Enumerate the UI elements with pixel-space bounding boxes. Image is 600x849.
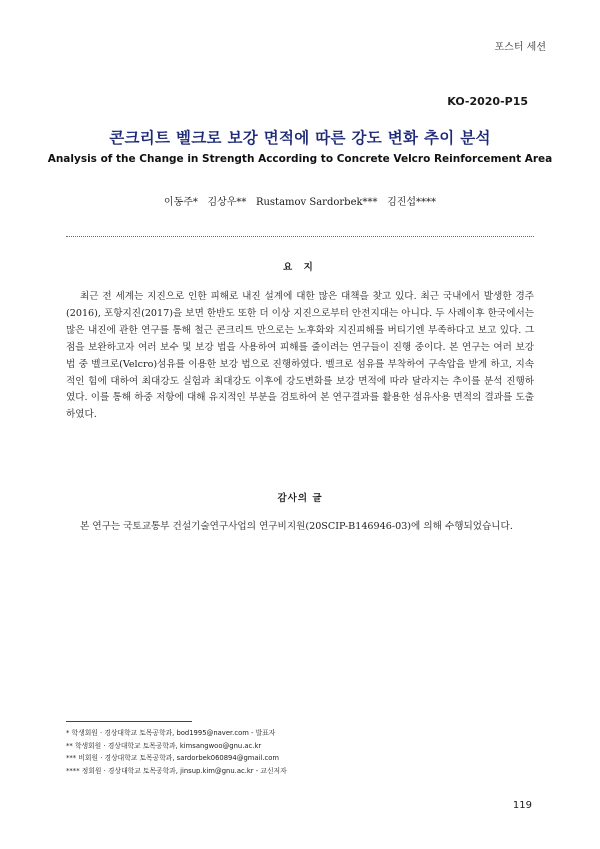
- paper-code: KO-2020-P15: [447, 95, 528, 108]
- page-number: 119: [512, 800, 532, 811]
- footnote: **** 정회원 · 경상대학교 토목공학과, jinsup.kim@gnu.ac.kr - 교신저자: [66, 766, 287, 775]
- footnote: ** 학생회원 · 경상대학교 토목공학과, kimsangwoo@gnu.ac.kr: [66, 741, 262, 750]
- abstract-body: 최근 전 세계는 지진으로 인한 피해로 내진 설계에 대한 많은 대책을 찾고 있다. 최근 국내에서 발생한 경주(2016), 포항지진(2017)을 보면 한반도 또한 더 이상 지진으로부터 안전지대는 아니다. 두 사례이후 한국에서는 많은 내진에 관한 연구를 통해 철근 콘크리트 만으로는 노후화와 지진피해를 버티기엔 부족하다고 보고 있다. 그 점을 보완하고자 여러 보수 및 보강 법을 사용하여 피해를 줄이려는 연구들이 진행 중이다. 본 연구는 여러 보강 법 중 벨크로(Velcro)섬유를 이용한 보강 법으로 진행하였다. 벨크로 섬유를 부착하여 구속압을 받게 하고, 지속적인 힘에 대하여 최대강도 실험과 최대강도 이후에 강도변화를 보강 면적에 따라 달라지는 추이를 분석 진행하였다. 이를 통해 하중 저항에 대해 유지적인 부분을 검토하여 본 연구결과를 활용한 섬유사용 면적의 결과를 도출하였다.: [66, 291, 534, 421]
- paper-title-english: Analysis of the Change in Strength According to Concrete Velcro Reinforcement Area: [47, 153, 553, 165]
- footnote: *** 비회원 · 경상대학교 토목공학과, sardorbek060894@gmail.com: [66, 754, 280, 763]
- acknowledgement-heading: 감사의 글: [277, 493, 323, 504]
- acknowledgement-body: 본 연구는 국토교통부 건설기술연구사업의 연구비지원(20SCIP-B146946-03)에 의해 수행되었습니다.: [80, 521, 513, 532]
- author-list: 이동주* 김상우** Rustamov Sardorbek*** 김진섭****: [163, 197, 437, 208]
- section-divider: [66, 236, 534, 237]
- footnote: * 학생회원 · 경상대학교 토목공학과, bod1995@naver.com - 발표자: [66, 729, 276, 737]
- abstract-heading: 요 지: [283, 262, 317, 273]
- footnote-rule: [66, 721, 192, 722]
- paper-title-korean: 콘크리트 벨크로 보강 면적에 따른 강도 변화 추이 분석: [109, 129, 491, 147]
- footnotes: [66, 727, 536, 777]
- section-label: 포스터 세션: [494, 42, 546, 53]
